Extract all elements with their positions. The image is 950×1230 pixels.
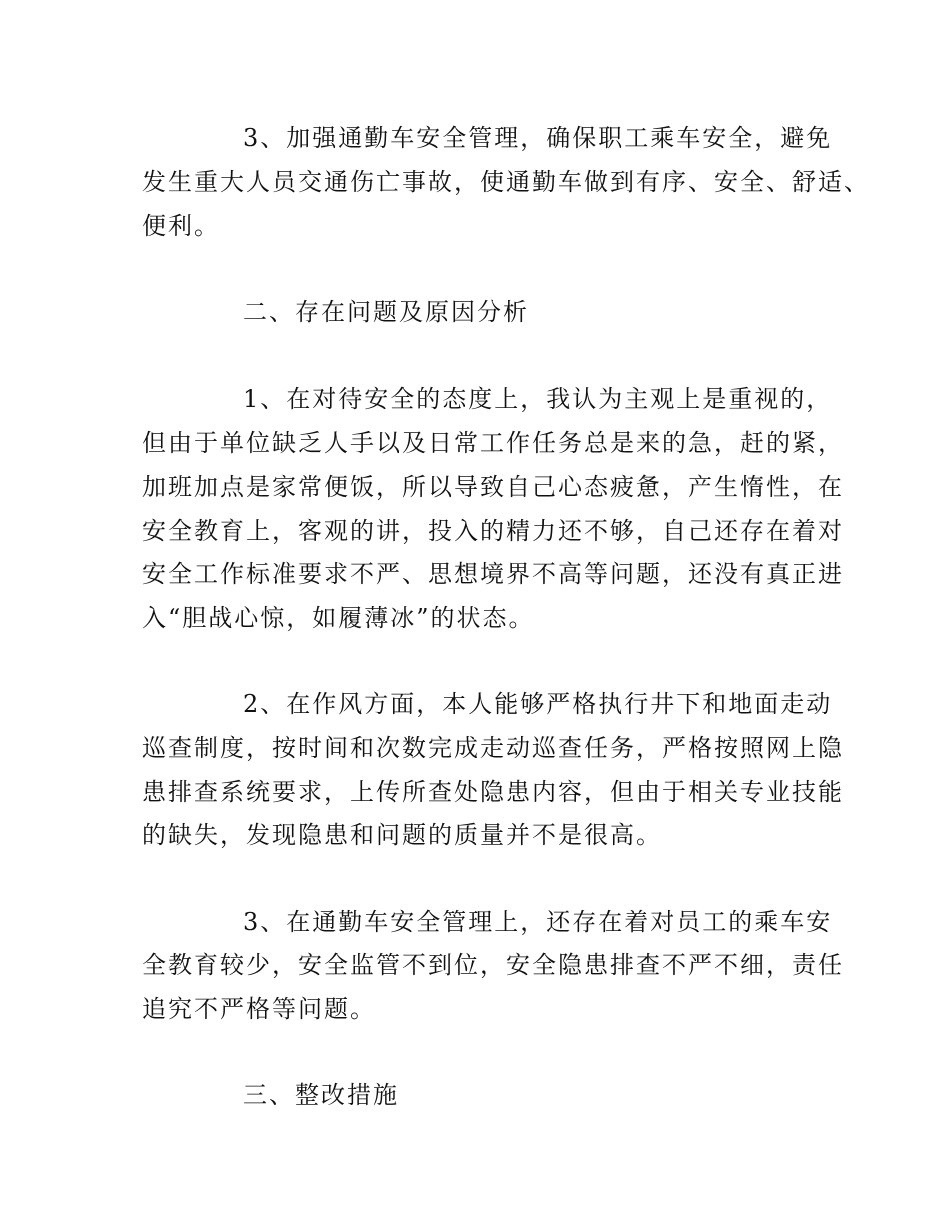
- paragraph-line: 但由于单位缺乏人手以及日常工作任务总是来的急，赶的紧，: [142, 429, 844, 457]
- paragraph-line: 2、在作风方面，本人能够严格执行井下和地面走动: [243, 690, 833, 718]
- section-heading: 三、整改措施: [243, 1081, 399, 1109]
- paragraph-line: 3、在通勤车安全管理上，还存在着对员工的乘车安: [243, 908, 833, 936]
- paragraph-line: 安全工作标准要求不严、思想境界不高等问题，还没有真正进: [142, 560, 844, 588]
- paragraph-line: 全教育较少，安全监管不到位，安全隐患排查不严不细，责任: [142, 951, 844, 979]
- paragraph-line: 入“胆战心惊，如履薄冰”的状态。: [142, 604, 535, 632]
- paragraph-line: 发生重大人员交通伤亡事故，使通勤车做到有序、安全、舒适、: [142, 168, 870, 196]
- paragraph-line: 巡查制度，按时间和次数完成走动巡查任务，严格按照网上隐: [142, 734, 844, 762]
- paragraph-line: 患排查系统要求，上传所查处隐患内容，但由于相关专业技能: [142, 778, 844, 806]
- paragraph-line: 安全教育上，客观的讲，投入的精力还不够，自己还存在着对: [142, 517, 844, 545]
- paragraph-line: 的缺失，发现隐患和问题的质量并不是很高。: [142, 821, 662, 849]
- paragraph-line: 加班加点是家常便饭，所以导致自己心态疲惫，产生惰性，在: [142, 473, 844, 501]
- paragraph-line: 3、加强通勤车安全管理，确保职工乘车安全，避免: [243, 124, 833, 152]
- paragraph-line: 1、在对待安全的态度上，我认为主观上是重视的，: [243, 385, 833, 413]
- section-heading: 二、存在问题及原因分析: [243, 298, 529, 326]
- paragraph-line: 追究不严格等问题。: [142, 995, 376, 1023]
- paragraph-line: 便利。: [142, 212, 220, 240]
